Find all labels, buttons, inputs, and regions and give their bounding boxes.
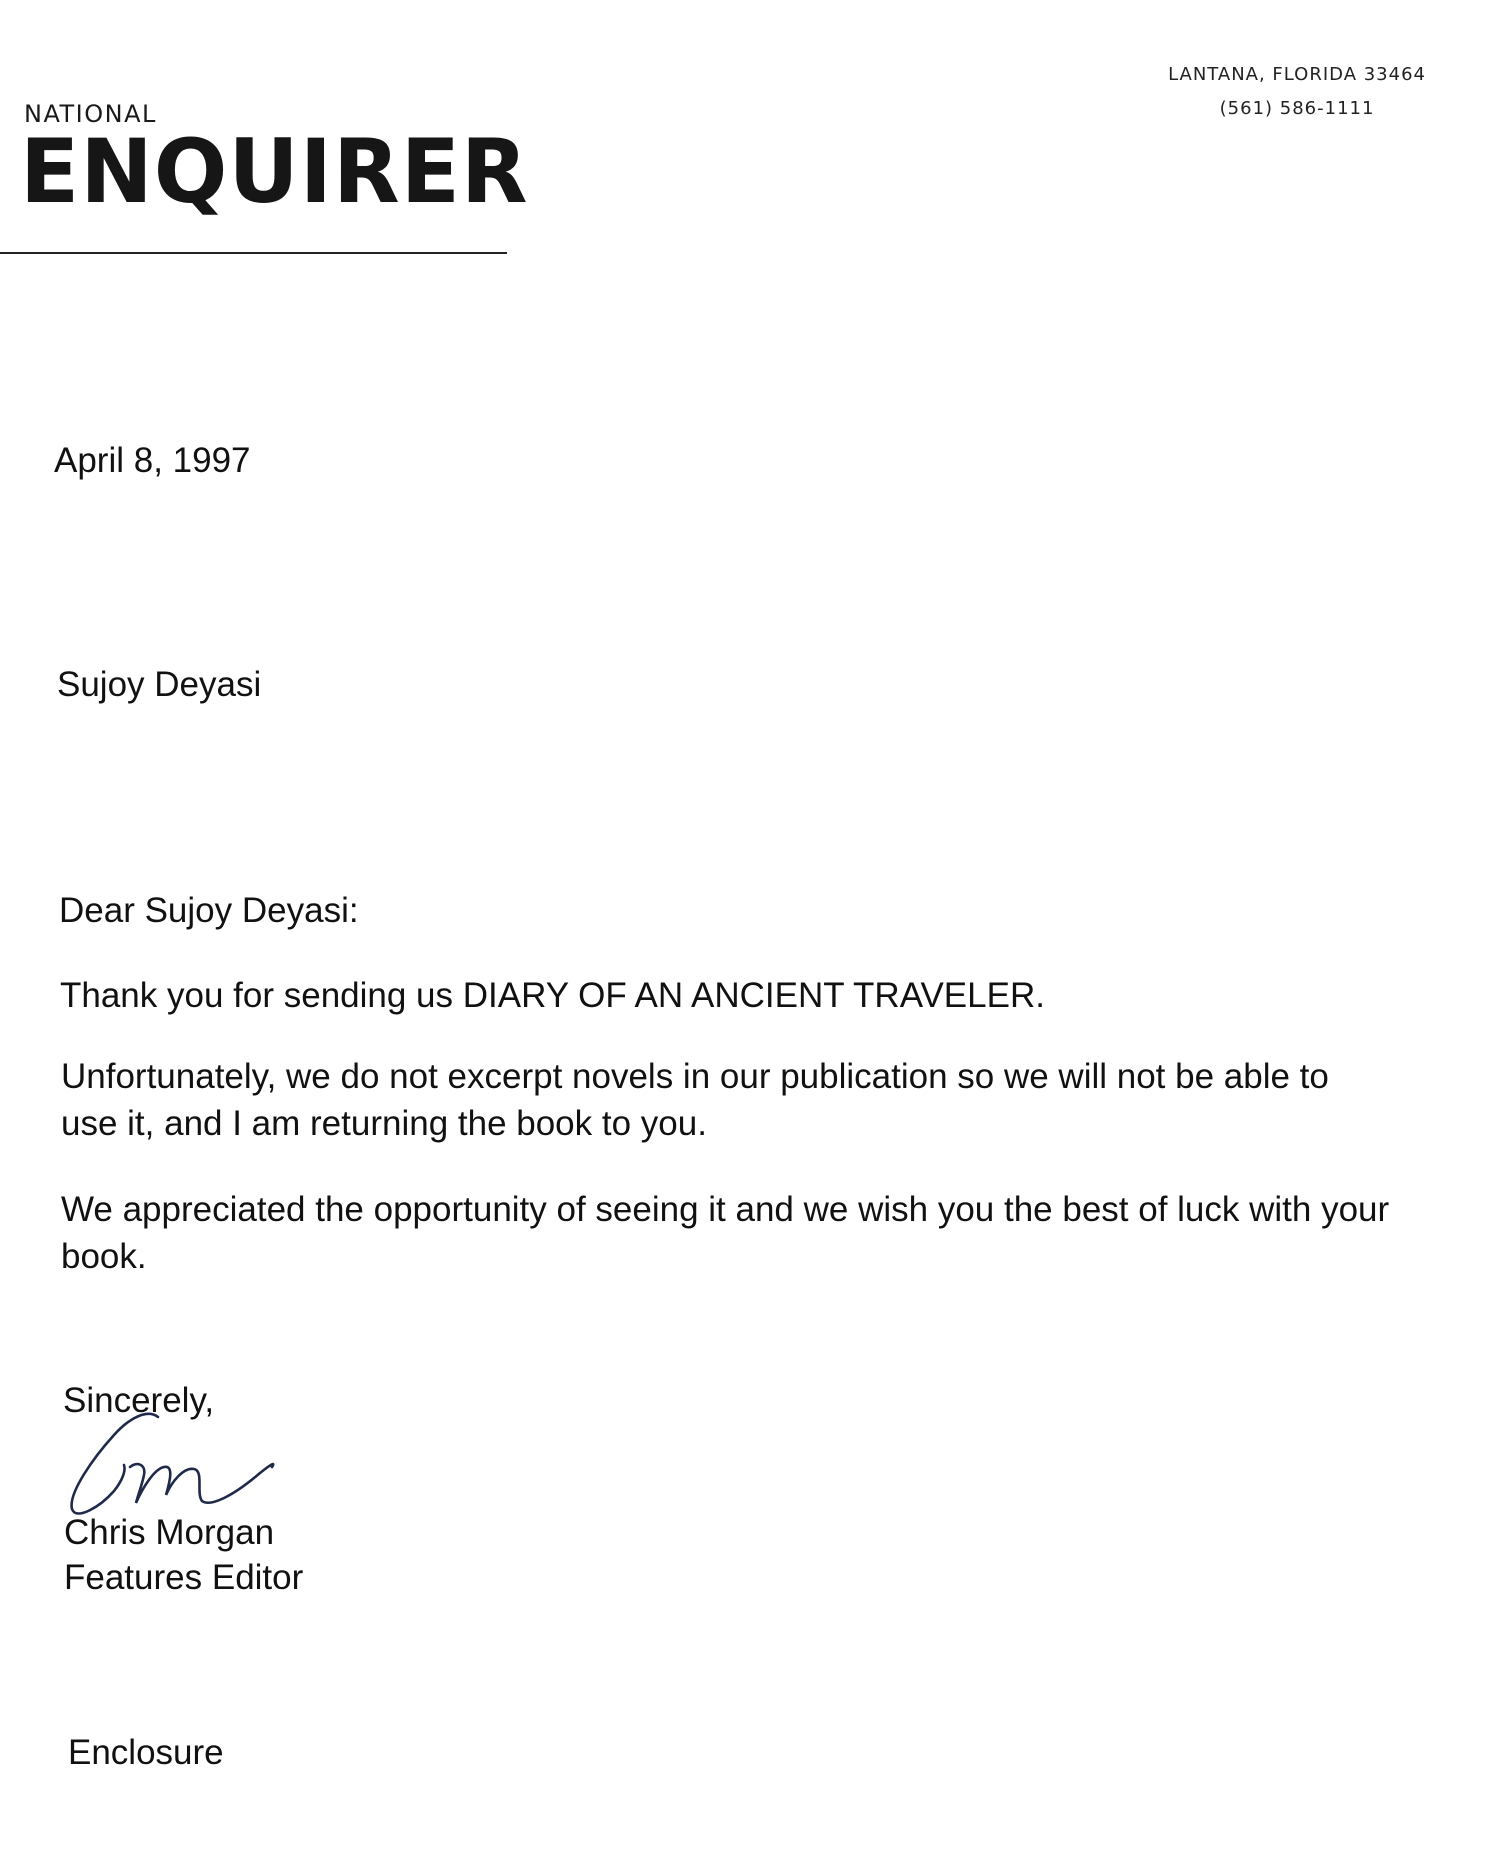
letter-recipient: Sujoy Deyasi	[57, 665, 262, 704]
letter-paragraph-1: Thank you for sending us DIARY OF AN ANCIENT TRAVELER.	[60, 976, 1045, 1015]
letterhead-phone: (561) 586-1111	[1219, 98, 1375, 119]
letter-date: April 8, 1997	[54, 441, 251, 480]
letter-salutation: Dear Sujoy Deyasi:	[59, 891, 359, 930]
letterhead-contact	[1168, 58, 1426, 126]
letterhead-address: LANTANA, FLORIDA 33464	[1168, 64, 1426, 85]
enclosure-note: Enclosure	[68, 1733, 224, 1772]
letter-paragraph-3: We appreciated the opportunity of seeing it and we wish you the best of luck with your book.	[61, 1190, 1390, 1276]
masthead-national: NATIONAL	[24, 100, 157, 128]
masthead-divider	[0, 252, 507, 254]
letter-paragraph-2: Unfortunately, we do not excerpt novels in our publication so we will not be able to use it, and I am returning the book to you.	[61, 1057, 1329, 1143]
letter-closing: Sincerely,	[63, 1381, 215, 1420]
signer-title: Features Editor	[64, 1558, 304, 1597]
handwritten-signature	[60, 1395, 290, 1525]
masthead-enquirer-logo: ENQUIRER	[20, 120, 529, 223]
signer-name: Chris Morgan	[64, 1513, 275, 1552]
